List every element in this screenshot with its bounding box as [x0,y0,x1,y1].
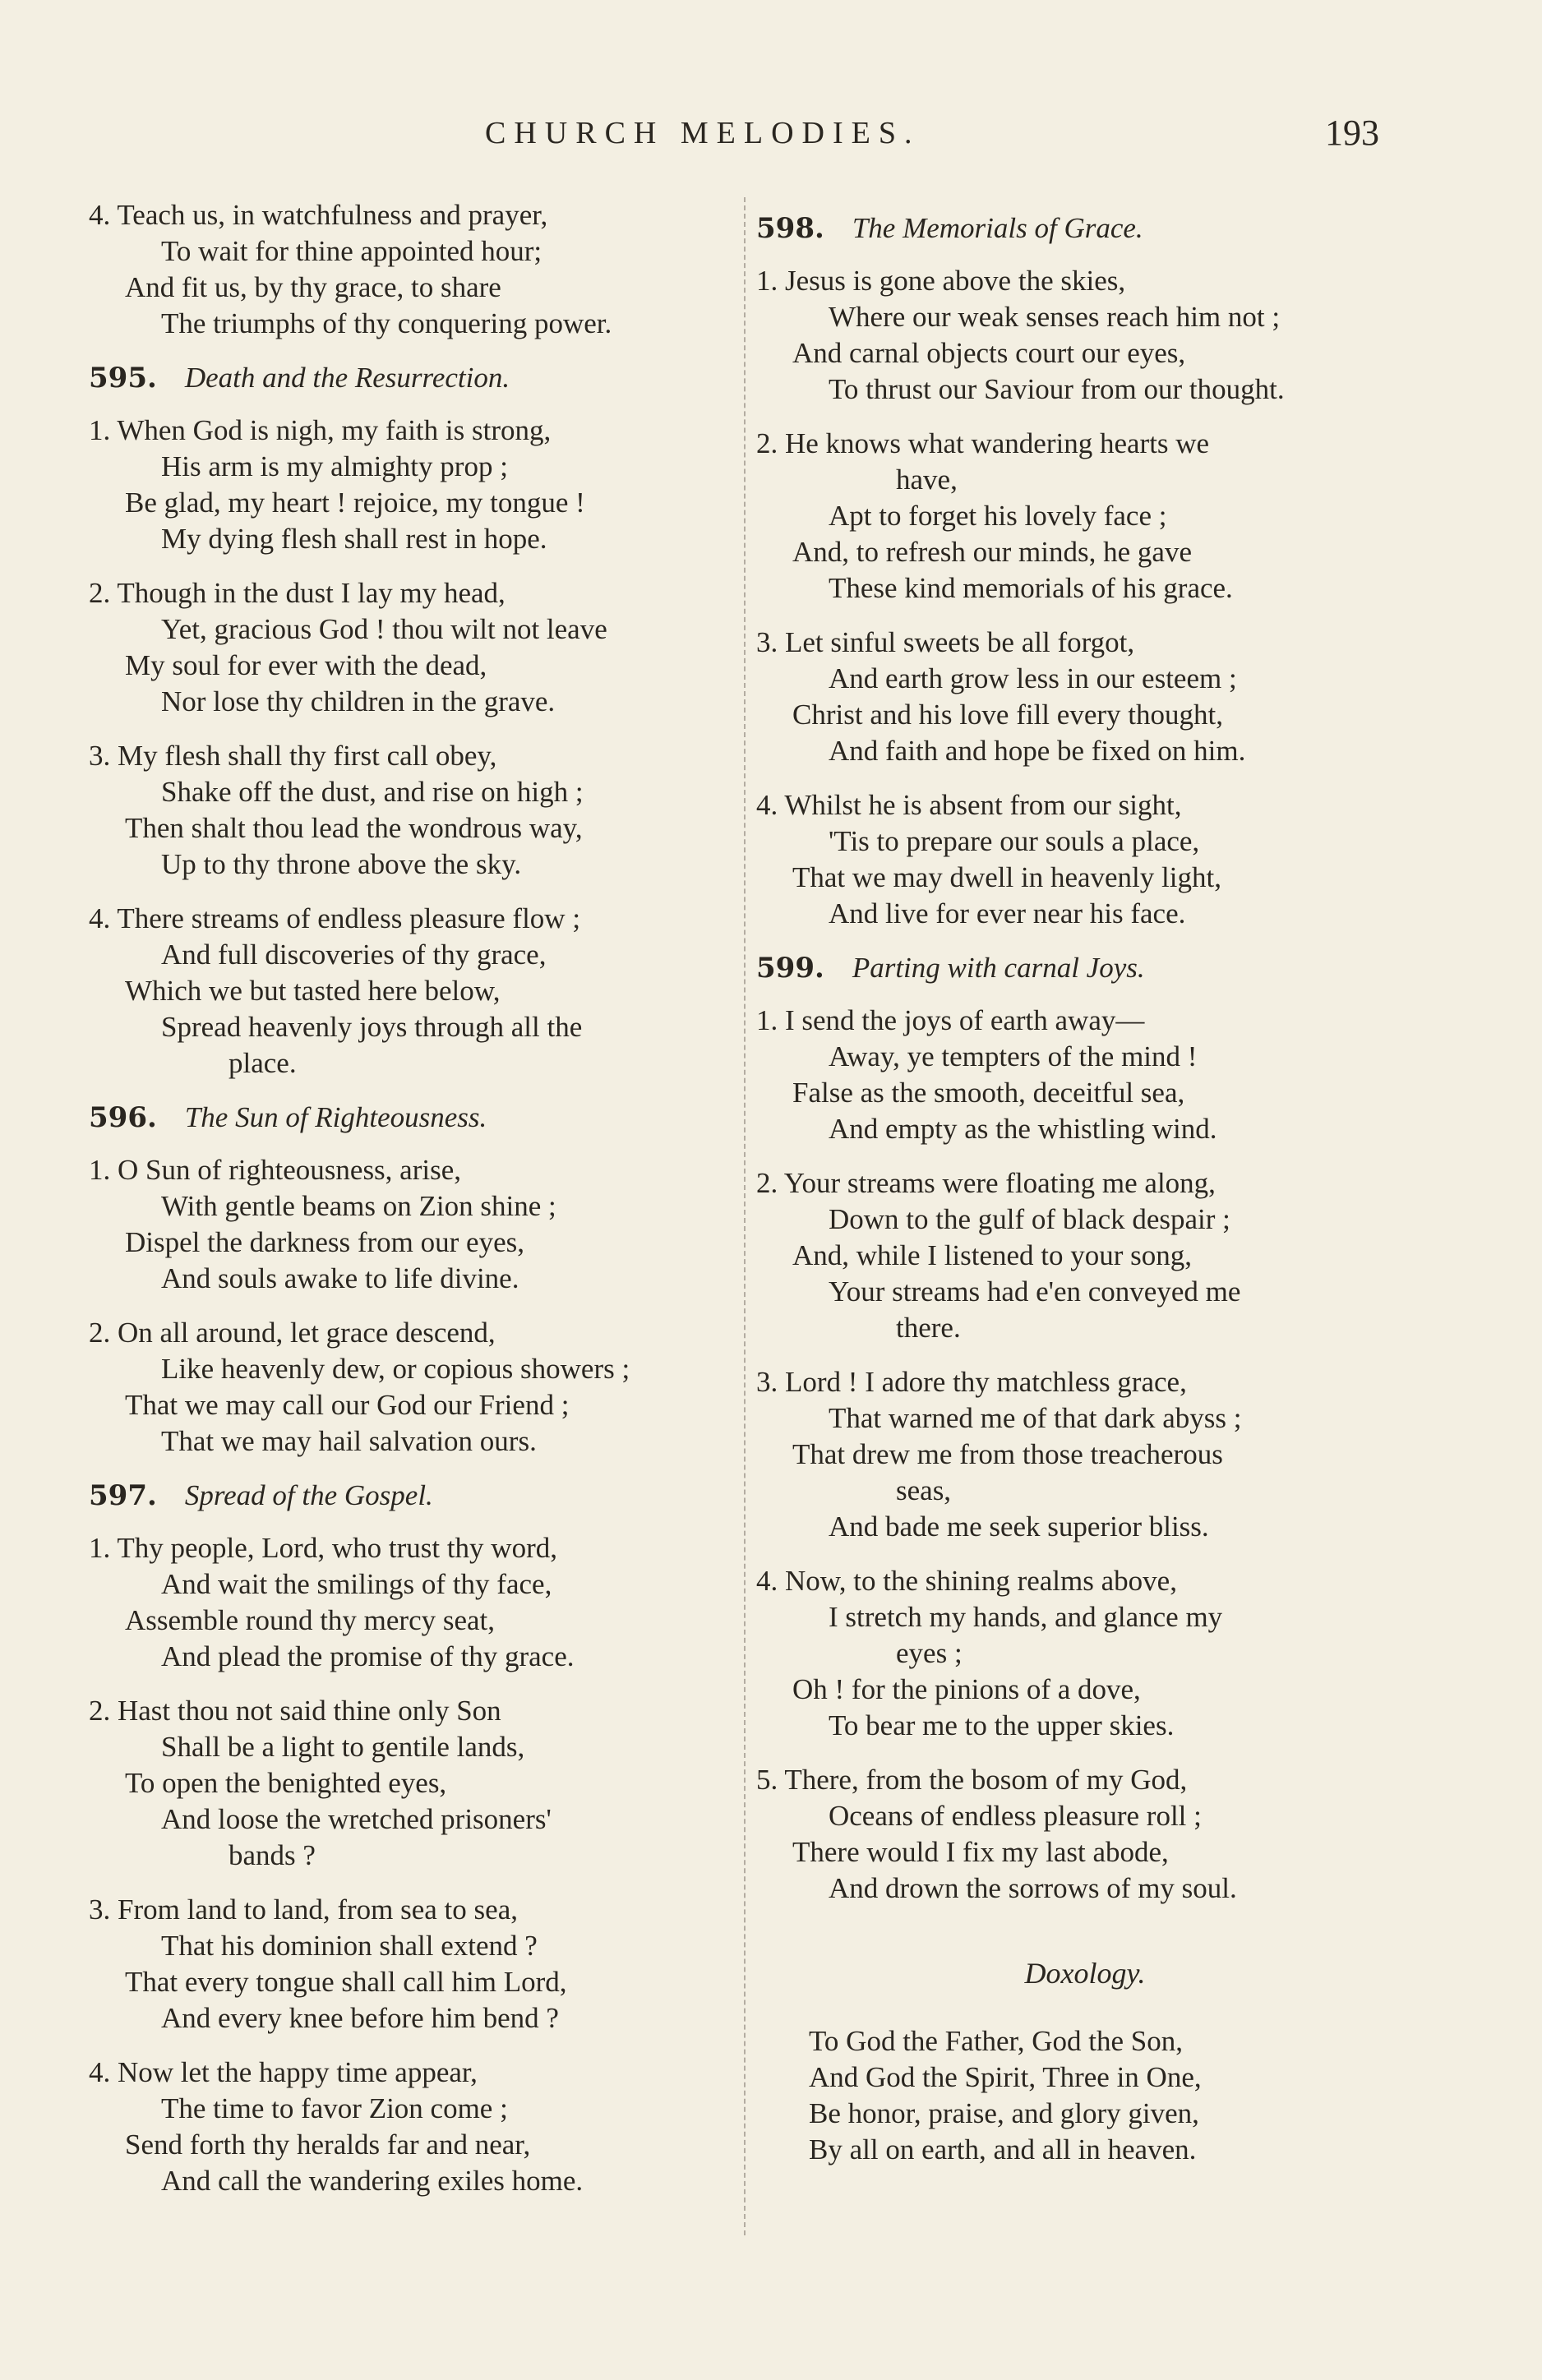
verse-line: And full discoveries of thy grace, [161,939,547,971]
stanza [89,1892,738,2036]
hymn-title: The Sun of Righteousness. [184,1101,487,1133]
stanza [756,1364,1414,1545]
stanza [756,625,1414,769]
verse-line: And, while I listened to your song, [792,1239,1193,1271]
verse-line: 1. O Sun of righteousness, arise, [89,1154,462,1186]
verse-line: place. [229,1047,297,1079]
hymn-heading [89,1100,738,1136]
verse-line: 4. Now, to the shining realms above, [756,1565,1177,1597]
verse-line: 2. Your streams were floating me along, [756,1167,1216,1199]
verse-line: Away, ye tempters of the mind ! [829,1040,1198,1072]
verse-line: The time to favor Zion come ; [161,2092,508,2124]
verse-line: His arm is my almighty prop ; [161,450,508,482]
verse-line: And plead the promise of thy grace. [161,1640,575,1672]
stanza [89,738,738,883]
verse-line: Dispel the darkness from our eyes, [125,1226,524,1258]
verse-line: And drown the sorrows of my soul. [829,1872,1237,1904]
verse-line: 4. Now let the happy time appear, [89,2056,478,2088]
hymn-heading [89,1478,738,1514]
stanza [756,263,1414,408]
verse-line: Send forth thy heralds far and near, [125,2129,531,2161]
verse-line: Spread heavenly joys through all the [161,1011,583,1043]
doxology-line: By all on earth, and all in heaven. [809,2133,1197,2166]
verse-line: That every tongue shall call him Lord, [125,1966,567,1998]
verse-line: And empty as the whistling wind. [829,1113,1217,1145]
verse-line: there. [896,1312,961,1344]
verse-line: 3. Lord ! I adore thy matchless grace, [756,1366,1187,1398]
verse-line: 1. Jesus is gone above the skies, [756,265,1126,297]
verse-line: To thrust our Saviour from our thought. [829,373,1285,405]
verse-line: 3. My flesh shall thy first call obey, [89,740,497,772]
verse-line: That warned me of that dark abyss ; [829,1402,1242,1434]
hymn-number: 596. [89,1101,157,1134]
hymn-number: 598. [756,212,824,245]
verse-line: And loose the wretched prisoners' [161,1803,552,1835]
doxology-line: And God the Spirit, Three in One, [809,2061,1202,2093]
verse-line: 2. Though in the dust I lay my head, [89,577,506,609]
verse-line: And carnal objects court our eyes, [792,337,1186,369]
verse-line: The triumphs of thy conquering power. [161,307,612,339]
doxology-line: Be honor, praise, and glory given, [809,2097,1199,2129]
page-header [0,115,1542,164]
verse-line: And fit us, by thy grace, to share [125,271,501,303]
hymn-number: 595. [89,362,157,394]
verse-line: Where our weak senses reach him not ; [829,301,1281,333]
verse-line: 4. There streams of endless pleasure flow ; [89,902,581,934]
verse-line: To bear me to the upper skies. [829,1709,1175,1741]
verse-line: And wait the smilings of thy face, [161,1568,552,1600]
verse-line: 2. He knows what wandering hearts we [756,427,1210,459]
verse-line: And earth grow less in our esteem ; [829,662,1237,694]
verse-line: Down to the gulf of black despair ; [829,1203,1230,1235]
verse-line: Nor lose thy children in the grave. [161,685,556,717]
stanza [89,1152,738,1297]
verse-line: Like heavenly dew, or copious showers ; [161,1353,630,1385]
verse-line: And souls awake to life divine. [161,1262,519,1294]
verse-line: 4. Whilst he is absent from our sight, [756,789,1182,821]
verse-line: Yet, gracious God ! thou wilt not leave [161,613,607,645]
stanza [89,413,738,557]
verse-line: False as the smooth, deceitful sea, [792,1077,1185,1109]
stanza [89,2055,738,2199]
verse-line: Be glad, my heart ! rejoice, my tongue ! [125,487,585,519]
verse-line: Oh ! for the pinions of a dove, [792,1673,1141,1705]
verse-line: 3. From land to land, from sea to sea, [89,1893,518,1926]
continued-stanza [89,197,738,342]
verse-line: To wait for thine appointed hour; [161,235,542,267]
verse-line: That drew me from those treacherous [792,1438,1223,1470]
doxology [756,2023,1414,2168]
running-head: CHURCH MELODIES. [485,116,921,150]
right-column [756,197,1414,2168]
stanza [756,787,1414,932]
doxology-line: To God the Father, God the Son, [809,2025,1183,2057]
doxology-title: Doxology. [1024,1957,1146,1990]
verse-line: 5. There, from the bosom of my God, [756,1764,1188,1796]
hymn-number: 597. [89,1479,157,1512]
verse-line: That his dominion shall extend ? [161,1930,538,1962]
page-number: 193 [1325,113,1379,153]
verse-line: Shake off the dust, and rise on high ; [161,776,584,808]
verse-line: And bade me seek superior bliss. [829,1511,1209,1543]
verse-line: That we may dwell in heavenly light, [792,861,1221,893]
verse-line: That we may hail salvation ours. [161,1425,537,1457]
hymn-heading [756,210,1414,247]
verse-line: 4. Teach us, in watchfulness and prayer, [89,199,548,231]
verse-line: seas, [896,1474,952,1506]
verse-line: 1. I send the joys of earth away— [756,1004,1145,1036]
hymn-heading [89,360,738,396]
stanza [89,901,738,1082]
hymn-heading [756,950,1414,986]
verse-line: There would I fix my last abode, [792,1836,1169,1868]
verse-line: Your streams had e'en conveyed me [829,1275,1241,1308]
verse-line: 2. On all around, let grace descend, [89,1317,496,1349]
verse-line: And call the wandering exiles home. [161,2165,584,2197]
verse-line: To open the benighted eyes, [125,1767,447,1799]
verse-line: And faith and hope be fixed on him. [829,735,1246,767]
verse-line: Then shalt thou lead the wondrous way, [125,812,583,844]
verse-line: eyes ; [896,1637,963,1669]
stanza [756,1165,1414,1346]
hymn-title: Spread of the Gospel. [184,1479,433,1511]
verse-line: I stretch my hands, and glance my [829,1601,1223,1633]
verse-line: Assemble round thy mercy seat, [125,1604,496,1636]
verse-line: And every knee before him bend ? [161,2002,559,2034]
stanza [89,575,738,720]
hymn-number: 599. [756,952,824,985]
hymn-title: Death and the Resurrection. [184,362,510,394]
verse-line: That we may call our God our Friend ; [125,1389,570,1421]
stanza [756,426,1414,607]
verse-line: 'Tis to prepare our souls a place, [829,825,1200,857]
column-divider [744,197,746,2235]
verse-line: have, [896,464,958,496]
stanza [756,1563,1414,1744]
verse-line: Which we but tasted here below, [125,975,501,1007]
verse-line: Apt to forget his lovely face ; [829,500,1167,532]
stanza [89,1315,738,1460]
verse-line: These kind memorials of his grace. [829,572,1233,604]
verse-line: My dying flesh shall rest in hope. [161,523,547,555]
verse-line: 3. Let sinful sweets be all forgot, [756,626,1135,658]
hymn-title: The Memorials of Grace. [852,212,1143,244]
verse-line: And live for ever near his face. [829,897,1186,929]
verse-line: bands ? [229,1839,316,1871]
verse-line: Christ and his love fill every thought, [792,699,1223,731]
verse-line: 1. Thy people, Lord, who trust thy word, [89,1532,557,1564]
left-column [89,197,738,2217]
verse-line: And, to refresh our minds, he gave [792,536,1192,568]
hymn-title: Parting with carnal Joys. [852,952,1145,984]
verse-line: Oceans of endless pleasure roll ; [829,1800,1202,1832]
verse-line: My soul for ever with the dead, [125,649,487,681]
stanza [89,1693,738,1874]
stanza [89,1530,738,1675]
verse-line: With gentle beams on Zion shine ; [161,1190,556,1222]
verse-line: Up to thy throne above the sky. [161,848,522,880]
stanza [756,1762,1414,1907]
stanza [756,1003,1414,1147]
verse-line: 2. Hast thou not said thine only Son [89,1695,501,1727]
verse-line: 1. When God is nigh, my faith is strong, [89,414,552,446]
verse-line: Shall be a light to gentile lands, [161,1731,525,1763]
